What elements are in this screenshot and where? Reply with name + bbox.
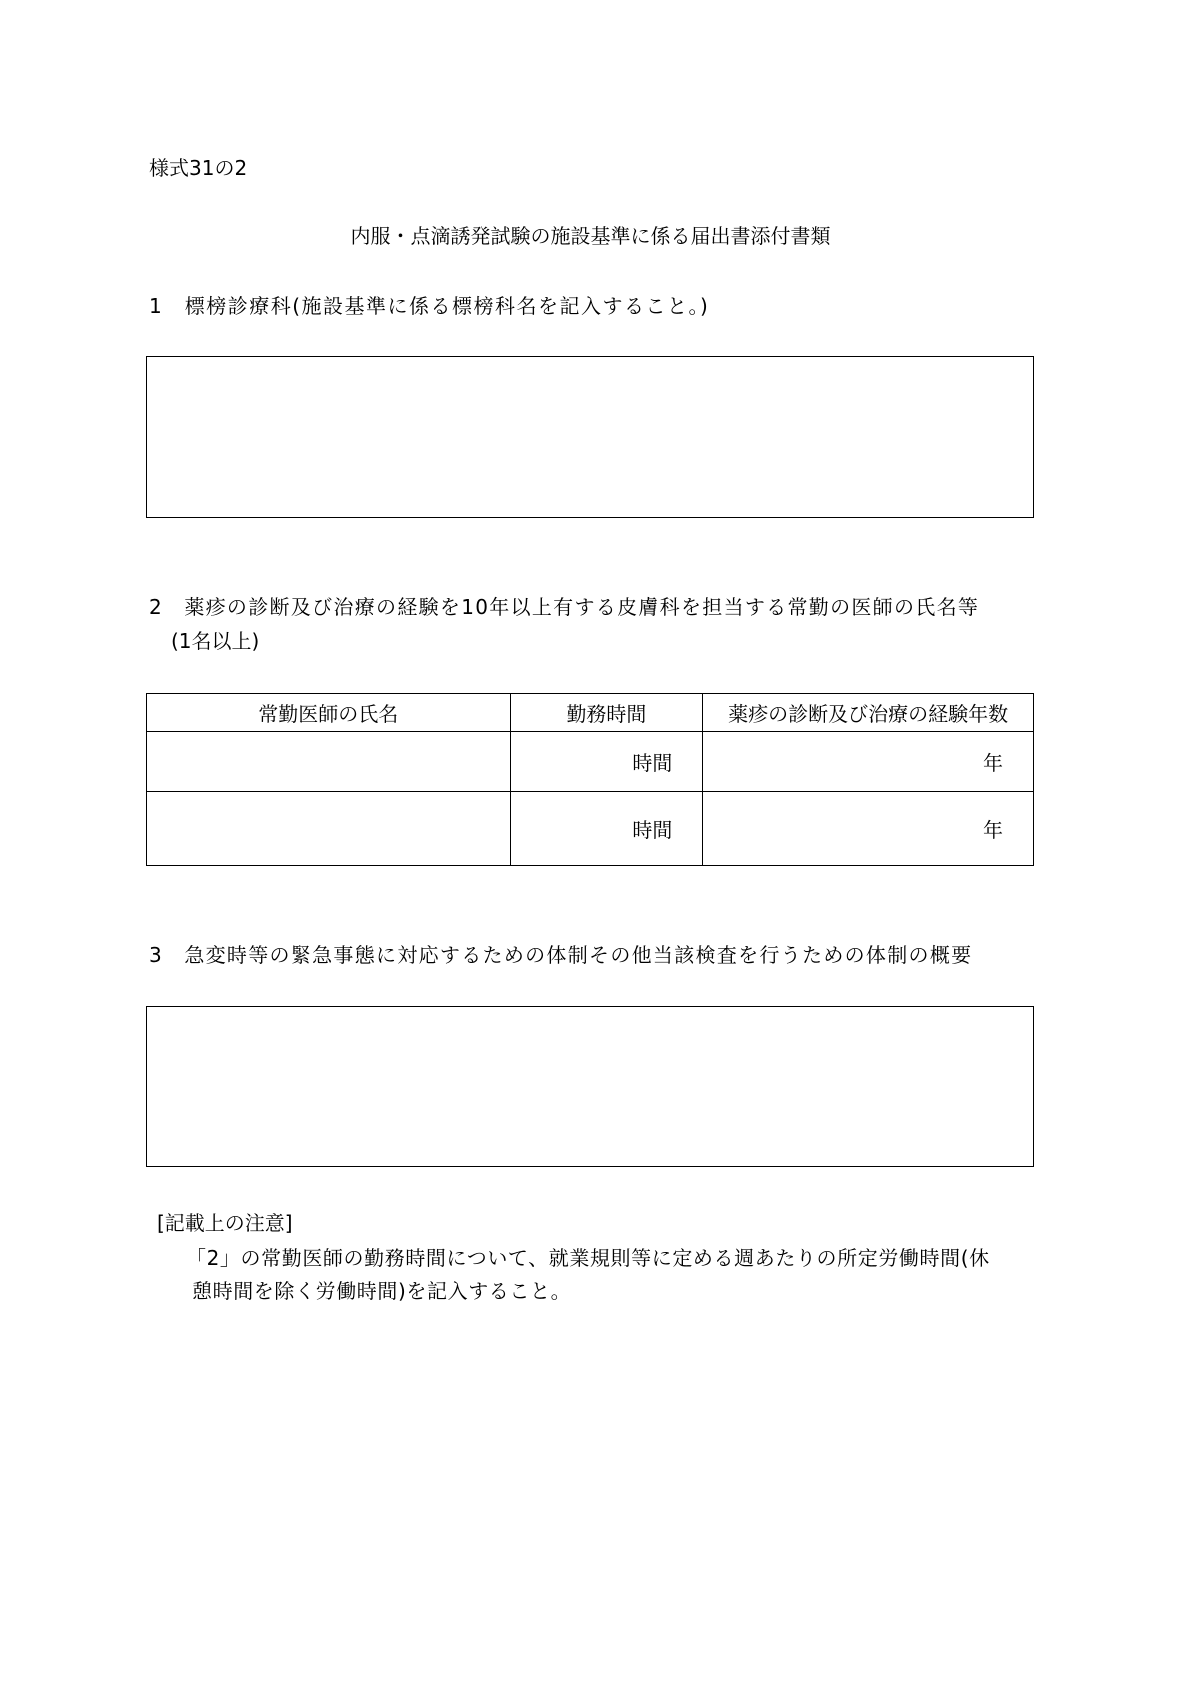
physician-name-cell[interactable]: [147, 732, 511, 792]
document-title: 内服・点滴誘発試験の施設基準に係る届出書添付書類: [350, 224, 831, 248]
header-physician-name: 常勤医師の氏名: [147, 694, 511, 732]
experience-years-cell[interactable]: 年: [703, 732, 1034, 792]
section3-heading: 3 急変時等の緊急事態に対応するための体制その他当該検査を行うための体制の概要: [149, 943, 973, 967]
physician-table: [146, 693, 1034, 866]
table-header-row: [147, 694, 1034, 732]
form-number: 様式31の2: [149, 156, 248, 180]
header-experience-years: 薬疹の診断及び治療の経験年数: [703, 694, 1034, 732]
header-work-hours: 勤務時間: [510, 694, 703, 732]
section1-input-box[interactable]: [146, 356, 1034, 518]
notes-line2: 憩時間を除く労働時間)を記入すること。: [192, 1279, 572, 1303]
work-hours-cell[interactable]: 時間: [510, 732, 703, 792]
section2-heading-line2: (1名以上): [171, 629, 260, 653]
section1-heading: 1 標榜診療科(施設基準に係る標榜科名を記入すること。): [149, 294, 710, 318]
section2-heading-line1: 2 薬疹の診断及び治療の経験を10年以上有する皮膚科を担当する常勤の医師の氏名等: [149, 595, 980, 619]
experience-years-cell[interactable]: 年: [703, 792, 1034, 866]
notes-heading: [記載上の注意]: [157, 1211, 293, 1235]
table-row: [147, 792, 1034, 866]
work-hours-cell[interactable]: 時間: [510, 792, 703, 866]
table-row: [147, 732, 1034, 792]
physician-name-cell[interactable]: [147, 792, 511, 866]
section3-input-box[interactable]: [146, 1006, 1034, 1167]
notes-line1: 「2」の常勤医師の勤務時間について、就業規則等に定める週あたりの所定労働時間(休: [186, 1246, 990, 1270]
